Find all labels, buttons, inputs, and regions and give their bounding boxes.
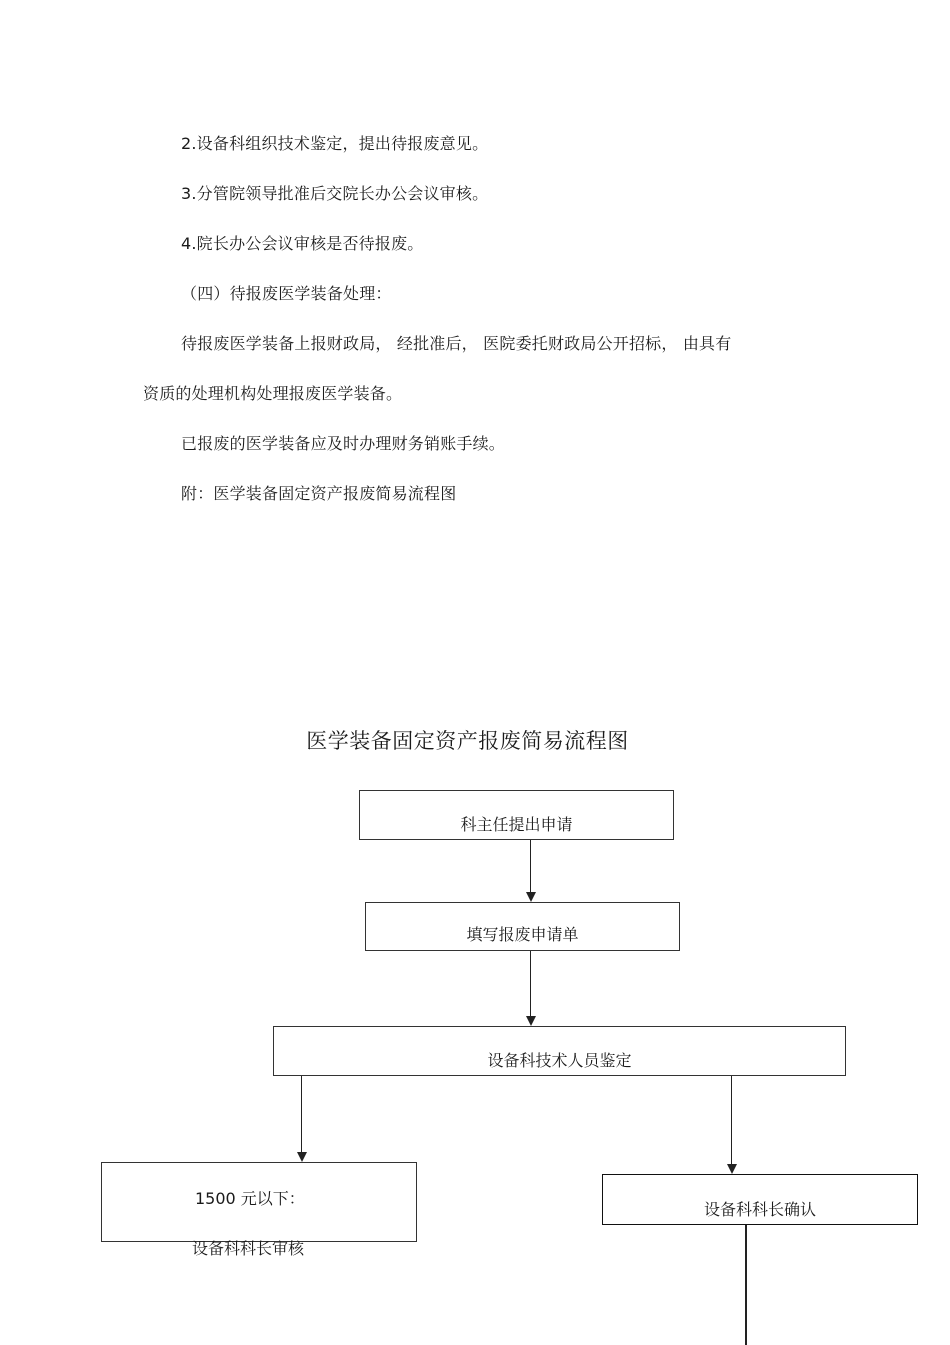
flow-node-apply bbox=[359, 790, 674, 840]
flow-arrowhead bbox=[526, 1016, 536, 1026]
flow-arrowhead bbox=[526, 892, 536, 902]
paragraph-disposal-line2: 资质的处理机构处理报废医学装备。 bbox=[143, 384, 403, 403]
flow-node-appraisal bbox=[273, 1026, 846, 1076]
paragraph-item-3: 3.分管院领导批准后交院长办公会议审核。 bbox=[181, 184, 489, 203]
flow-continue-line bbox=[745, 1225, 747, 1345]
paragraph-disposal-line1: 待报废医学装备上报财政局， 经批准后， 医院委托财政局公开招标， 由具有 bbox=[181, 334, 732, 353]
flow-arrowhead-left bbox=[297, 1152, 307, 1162]
flow-arrow-line bbox=[530, 951, 531, 1016]
flow-node-chief-confirm bbox=[602, 1174, 918, 1225]
flow-node-apply-label: 科主任提出申请 bbox=[460, 815, 573, 834]
flow-arrow-line-left bbox=[301, 1076, 302, 1152]
flowchart-title: 医学装备固定资产报废简易流程图 bbox=[306, 729, 629, 753]
flow-node-below-1500 bbox=[101, 1162, 417, 1242]
flow-node-below-1500-amount: 1500 元以下： bbox=[195, 1189, 305, 1208]
flow-arrow-line-right bbox=[731, 1076, 732, 1164]
flow-node-chief-confirm-label: 设备科科长确认 bbox=[703, 1200, 816, 1219]
flow-node-form-label: 填写报废申请单 bbox=[466, 925, 579, 944]
flow-arrowhead-right bbox=[727, 1164, 737, 1174]
appendix-note: 附：医学装备固定资产报废简易流程图 bbox=[181, 484, 457, 503]
flow-node-appraisal-label: 设备科技术人员鉴定 bbox=[487, 1051, 632, 1070]
flow-node-form bbox=[365, 902, 680, 951]
flow-arrow-line bbox=[530, 840, 531, 892]
paragraph-writeoff: 已报废的医学装备应及时办理财务销账手续。 bbox=[181, 434, 506, 453]
paragraph-item-4: 4.院长办公会议审核是否待报废。 bbox=[181, 234, 424, 253]
paragraph-item-2: 2.设备科组织技术鉴定，提出待报废意见。 bbox=[181, 134, 489, 153]
section-heading-4: （四）待报废医学装备处理： bbox=[181, 284, 392, 303]
flow-node-below-1500-reviewer: 设备科科长审核 bbox=[192, 1239, 305, 1258]
